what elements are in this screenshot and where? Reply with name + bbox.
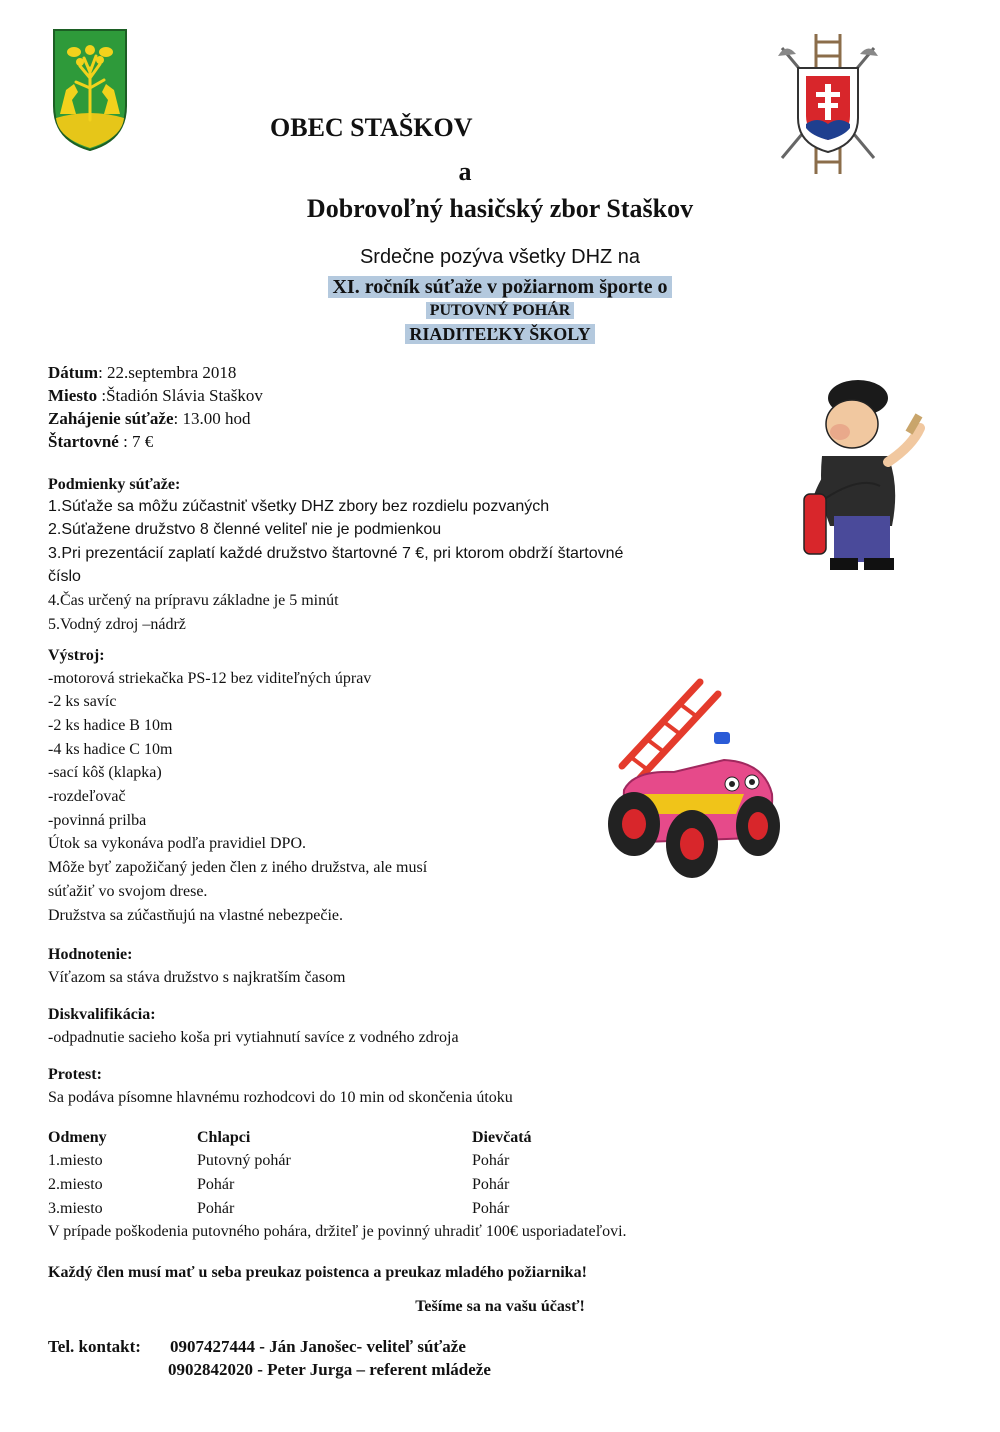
event-title-line1: XI. ročník súťaže v požiarnom športe o bbox=[328, 276, 671, 298]
equipment-item: -2 ks hadice B 10m bbox=[48, 717, 173, 734]
fee-value: : 7 € bbox=[118, 432, 154, 451]
fire-truck-toy-icon bbox=[604, 674, 786, 892]
start-label: Zahájenie súťaže bbox=[48, 409, 174, 428]
disqualification-heading: Diskvalifikácia: bbox=[48, 1006, 156, 1023]
protest-text: Sa podáva písomne hlavnému rozhodcovi do 10 min od skončenia útoku bbox=[48, 1089, 513, 1106]
evaluation-heading: Hodnotenie: bbox=[48, 946, 133, 963]
contact-label: Tel. kontakt: bbox=[48, 1337, 141, 1356]
condition-item: 3.Pri prezentácií zaplatí každé družstvo štartovné 7 €, pri ktorom obdrží štartovné bbox=[48, 545, 624, 562]
info-date bbox=[48, 362, 236, 384]
rewards-cell: Putovný pohár bbox=[197, 1152, 291, 1169]
conditions-heading: Podmienky súťaže: bbox=[48, 476, 181, 493]
rewards-note: V prípade poškodenia putovného pohára, držiteľ je povinný uhradiť 100€ usporiadateľovi. bbox=[48, 1223, 627, 1240]
date-label: Dátum bbox=[48, 363, 99, 382]
firefighter-cartoon-icon bbox=[800, 366, 942, 578]
event-title-line3: RIADITEĽKY ŠKOLY bbox=[405, 324, 594, 344]
fee-label: Štartovné bbox=[48, 432, 119, 451]
condition-item: 4.Čas určený na prípravu základne je 5 minút bbox=[48, 592, 339, 609]
rewards-header-odmeny: Odmeny bbox=[48, 1129, 107, 1146]
equipment-item: Útok sa vykonáva podľa pravidiel DPO. bbox=[48, 835, 307, 852]
info-fee bbox=[48, 431, 153, 453]
page-title: OBEC STAŠKOV bbox=[270, 113, 473, 142]
rewards-cell: 2.miesto bbox=[48, 1176, 103, 1193]
staskov-coat-of-arms-icon bbox=[52, 28, 128, 152]
equipment-item: -rozdeľovač bbox=[48, 788, 126, 805]
rewards-cell: Pohár bbox=[472, 1152, 510, 1169]
start-value: : 13.00 hod bbox=[173, 409, 251, 428]
event-title bbox=[0, 274, 1000, 300]
info-start bbox=[48, 408, 250, 430]
equipment-item: Družstva sa zúčastňujú na vlastné nebezpečie. bbox=[48, 907, 343, 924]
condition-item: 1.Súťaže sa môžu zúčastniť všetky DHZ zbory bez rozdielu pozvaných bbox=[48, 498, 550, 515]
equipment-item: -2 ks savíc bbox=[48, 693, 117, 710]
protest-heading: Protest: bbox=[48, 1066, 102, 1083]
contact-line-2: 0902842020 - Peter Jurga – referent mládeže bbox=[168, 1360, 491, 1379]
equipment-item: -4 ks hadice C 10m bbox=[48, 741, 173, 758]
place-value: :Štadión Slávia Staškov bbox=[97, 386, 263, 405]
closing-text: Tešíme sa na vašu účasť! bbox=[415, 1298, 585, 1315]
condition-item: 5.Vodný zdroj –nádrž bbox=[48, 616, 186, 633]
equipment-item: súťažiť vo svojom drese. bbox=[48, 883, 208, 900]
rewards-cell: Pohár bbox=[472, 1200, 510, 1217]
rewards-cell: 1.miesto bbox=[48, 1152, 103, 1169]
rewards-header-dievcata: Dievčatá bbox=[472, 1129, 532, 1146]
rewards-header-chlapci: Chlapci bbox=[197, 1129, 251, 1146]
condition-item: číslo bbox=[48, 568, 81, 585]
equipment-heading: Výstroj: bbox=[48, 647, 105, 664]
evaluation-text: Víťazom sa stáva družstvo s najkratším časom bbox=[48, 969, 346, 986]
rewards-cell: Pohár bbox=[472, 1176, 510, 1193]
organization-name: Dobrovoľný hasičský zbor Staškov bbox=[306, 194, 694, 223]
equipment-item: -sací kôš (klapka) bbox=[48, 764, 162, 781]
notice-text: Každý člen musí mať u seba preukaz poistenca a preukaz mladého požiarnika! bbox=[48, 1264, 587, 1281]
equipment-item: -motorová striekačka PS-12 bez viditeľných úprav bbox=[48, 670, 372, 687]
condition-item: 2.Súťažene družstvo 8 členné veliteľ nie je podmienkou bbox=[48, 521, 442, 538]
date-value: : 22.septembra 2018 bbox=[98, 363, 237, 382]
equipment-item: -povinná prilba bbox=[48, 812, 147, 829]
event-subtitle-1 bbox=[0, 300, 1000, 322]
event-subtitle-2 bbox=[0, 322, 1000, 346]
contact-line-1: 0907427444 - Ján Janošec- veliteľ súťaže bbox=[170, 1337, 466, 1356]
invitation-text: Srdečne pozýva všetky DHZ na bbox=[359, 246, 641, 268]
place-label: Miesto bbox=[48, 386, 98, 405]
disqualification-text: -odpadnutie sacieho koša pri vytiahnutí savíce z vodného zdroja bbox=[48, 1029, 459, 1046]
rewards-cell: 3.miesto bbox=[48, 1200, 103, 1217]
rewards-cell: Pohár bbox=[197, 1200, 235, 1217]
equipment-item: Môže byť zapožičaný jeden člen z iného družstva, ale musí bbox=[48, 859, 428, 876]
info-place bbox=[48, 385, 263, 407]
rewards-cell: Pohár bbox=[197, 1176, 235, 1193]
title-conjunction: a bbox=[458, 157, 472, 186]
event-title-line2: PUTOVNÝ POHÁR bbox=[426, 302, 575, 319]
